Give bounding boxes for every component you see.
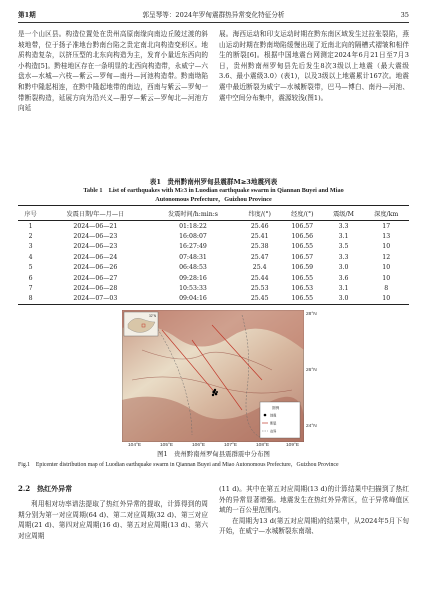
table-cell: 10 bbox=[382, 274, 391, 282]
lon-label: 104°E bbox=[128, 443, 142, 448]
column-header: 发震日期/年—月—日 bbox=[43, 206, 147, 221]
table-cell: 106.55 bbox=[291, 274, 314, 282]
legend-item: 省界 bbox=[270, 429, 277, 434]
table-cell: 10 bbox=[363, 294, 409, 305]
table-cell: 2024—06—26 bbox=[73, 264, 118, 272]
table-row bbox=[18, 273, 409, 283]
body-text-left-bottom bbox=[18, 499, 208, 594]
issue-number: 第1期 bbox=[18, 11, 36, 19]
table-cell: 25.47 bbox=[250, 253, 269, 261]
table-cell: 25.53 bbox=[250, 285, 269, 293]
table-cell: 3.1 bbox=[338, 285, 349, 293]
table-title-en-line: Autonomous Prefecture，Guizhou Province bbox=[155, 196, 272, 203]
table-cell: 10 bbox=[382, 264, 391, 272]
table-cell: 2024—06—23 bbox=[73, 243, 118, 251]
table-cell: 3.3 bbox=[338, 222, 349, 230]
inset-map bbox=[124, 312, 158, 336]
column-header: 纬度/(°) bbox=[238, 206, 281, 221]
paragraph: 在周期为13 d(第五对应周期)的结果中，从2024年5月下旬开始，在威宁—水城断裂东南端、 bbox=[219, 516, 409, 536]
table-cell: 06:48:53 bbox=[179, 264, 207, 272]
table-cell: 3.0 bbox=[338, 264, 349, 272]
paragraph: 利用相对功率谱法提取了热红外异常的提取，计算得到的周期分别为第一对应周期(64 d)、第二对应周期(32 d)、第三对应周期(21 d)、第四对应周期(16 d)、第五对应周期(13 d)、第六对应周期 bbox=[18, 500, 208, 540]
table-cell: 10:53:33 bbox=[179, 285, 207, 293]
table-cell: 16:27:49 bbox=[179, 243, 207, 251]
table-cell: 2024—06—21 bbox=[73, 222, 118, 230]
running-title: 郭呈琴等：2024年罗甸震群热异常变化特征分析 bbox=[142, 11, 285, 19]
table-cell: 25.44 bbox=[250, 274, 269, 282]
table-cell: 3 bbox=[28, 243, 33, 251]
table-cell: 3.0 bbox=[324, 294, 364, 305]
figure-caption-en: Fig.1 Epicenter distribution map of Luodian earthquake swarm in Qiannan Buyei and Miao Autonomous Prefecture，Guizhou Province bbox=[18, 462, 339, 468]
table-cell: 2 bbox=[28, 233, 33, 241]
legend-item: 断裂 bbox=[270, 421, 277, 426]
column-header: 震级/M bbox=[324, 206, 364, 221]
body-text-right-top bbox=[219, 29, 409, 171]
table-cell: 10 bbox=[382, 243, 391, 251]
paragraph: 展。海西运动和印支运动时期在黔东南区域发生过拉张裂陷，燕山运动时期在黔南坳陷缓慢出现了近南北向的隔槽式褶皱和相伴生的断裂[6]。根据中国地震台网测定2024年6月21日至7月3日，贵州黔南州罗甸县先后发生8次3级以上地震（最大震级3.6、最小震级3.0）(表1)，以及3级以上地震累计167次。地震震中最近断裂为威宁—水城断裂带，巴马—博白、南丹—河池、震中空间分布集中，震源较浅(图1)。 bbox=[219, 30, 409, 102]
table-cell: 07:48:31 bbox=[179, 253, 207, 261]
table-header-row bbox=[18, 206, 409, 221]
figure-caption-cn: 图1 贵州黔南州罗甸县震群震中分布图 bbox=[157, 450, 270, 458]
table-row bbox=[18, 231, 409, 241]
table-cell: 2024—07—03 bbox=[43, 294, 147, 305]
table-title-cn: 表1 贵州黔南州罗甸县震群M≥3地震列表 bbox=[149, 178, 278, 186]
table-cell: 09:28:16 bbox=[179, 274, 207, 282]
inset-lat-label: 32°N bbox=[149, 314, 157, 318]
table-cell: 106.55 bbox=[281, 294, 324, 305]
lat-label: 26°N bbox=[306, 368, 317, 373]
section-heading: 2.2 热红外异常 bbox=[18, 484, 73, 493]
table-row bbox=[18, 263, 409, 273]
table-cell: 01:18:22 bbox=[179, 222, 207, 230]
paragraph: (11 d)。其中在第五对应周期(13 d)的计算结果中扫描到了热红外的异常显著增强。地震发生在热红外异常区，位于异常峰值区域的一百公里范围内。 bbox=[219, 485, 409, 515]
table-row bbox=[18, 221, 409, 232]
table-title-en-line: Table 1 List of earthquakes with M≥3 in Luodian earthquake swarm in Qiannan Buyei and Miao bbox=[83, 187, 344, 194]
legend-title: 图例 bbox=[272, 406, 280, 410]
legend-epicenter-icon bbox=[264, 414, 267, 417]
table-cell: 09:04:16 bbox=[148, 294, 239, 305]
table-cell: 6 bbox=[28, 274, 33, 282]
table-cell: 25.45 bbox=[238, 294, 281, 305]
column-header: 经度/(°) bbox=[281, 206, 324, 221]
table-cell: 25.38 bbox=[250, 243, 269, 251]
table-cell: 13 bbox=[382, 233, 391, 241]
paragraph: 是一个山区县。构造位置处在贵州高原南缘向南边丘陵过渡的斜坡地带，位于扬子准地台黔南台陷之贵定南北向构造变形区。地质构造复杂，以挤压型的北东向构造为主，发育小量近东西向的小构造[5]。黔桂地区存在一条明显的北西向构造带，永威宁—六盘水—水城—六枝—紫云—罗甸—南丹—河池构造带。黔南坳陷和黔中隆起相连，在黔中隆起地带的南边，西南与紫云—罗甸一带断裂构造，延展方向为沿兴义—册亨—紫云—罗甸北—河池方向延 bbox=[18, 30, 208, 113]
table-cell: 8 bbox=[384, 285, 389, 293]
lon-label: 106°E bbox=[192, 443, 206, 448]
table-cell: 106.53 bbox=[291, 285, 314, 293]
table-cell: 2024—06—23 bbox=[73, 233, 118, 241]
table-cell: 3.1 bbox=[338, 233, 349, 241]
table-cell: 4 bbox=[28, 253, 33, 261]
table-cell: 106.56 bbox=[291, 233, 314, 241]
table-row bbox=[18, 252, 409, 262]
table-cell: 106.59 bbox=[291, 264, 314, 272]
earthquake-table bbox=[18, 205, 409, 305]
lon-label: 108°E bbox=[256, 443, 270, 448]
table-cell: 2024—06—24 bbox=[73, 253, 118, 261]
column-header: 序号 bbox=[18, 206, 43, 221]
column-header: 深度/km bbox=[363, 206, 409, 221]
lon-label: 105°E bbox=[160, 443, 174, 448]
map-legend bbox=[260, 402, 300, 438]
page-number: 35 bbox=[400, 11, 409, 19]
body-text-left-top bbox=[18, 29, 208, 171]
table-cell: 25.4 bbox=[252, 264, 267, 272]
table-cell: 16:08:07 bbox=[179, 233, 207, 241]
lat-label: 24°N bbox=[306, 424, 317, 429]
table-cell: 7 bbox=[28, 285, 33, 293]
table-cell: 25.41 bbox=[250, 233, 269, 241]
terrain-map-image bbox=[122, 310, 304, 442]
lon-label: 107°E bbox=[224, 443, 238, 448]
column-header: 发震时间/h:min:s bbox=[148, 206, 239, 221]
lon-label: 109°E bbox=[286, 443, 300, 448]
table-cell: 12 bbox=[382, 253, 391, 261]
table-cell: 25.46 bbox=[250, 222, 269, 230]
table-cell: 106.55 bbox=[291, 243, 314, 251]
table-row bbox=[18, 242, 409, 252]
table-row bbox=[18, 283, 409, 293]
table-cell: 106.57 bbox=[291, 253, 314, 261]
table-cell: 106.57 bbox=[291, 222, 314, 230]
table-cell: 2024—06—28 bbox=[73, 285, 118, 293]
table-cell: 2024—06—27 bbox=[73, 274, 118, 282]
table-cell: 8 bbox=[18, 294, 43, 305]
page-header bbox=[18, 11, 409, 23]
table-cell: 1 bbox=[28, 222, 33, 230]
table-cell: 17 bbox=[382, 222, 391, 230]
table-cell: 3.5 bbox=[338, 243, 349, 251]
lat-label: 28°N bbox=[306, 312, 317, 317]
table-title-en bbox=[18, 186, 409, 204]
legend-item: 地震 bbox=[270, 413, 277, 418]
epicenter-map bbox=[122, 310, 317, 448]
body-text-right-bottom bbox=[219, 484, 409, 594]
table-row bbox=[18, 294, 409, 305]
table-cell: 3.3 bbox=[338, 253, 349, 261]
table-cell: 5 bbox=[28, 264, 33, 272]
table-cell: 3.6 bbox=[338, 274, 349, 282]
